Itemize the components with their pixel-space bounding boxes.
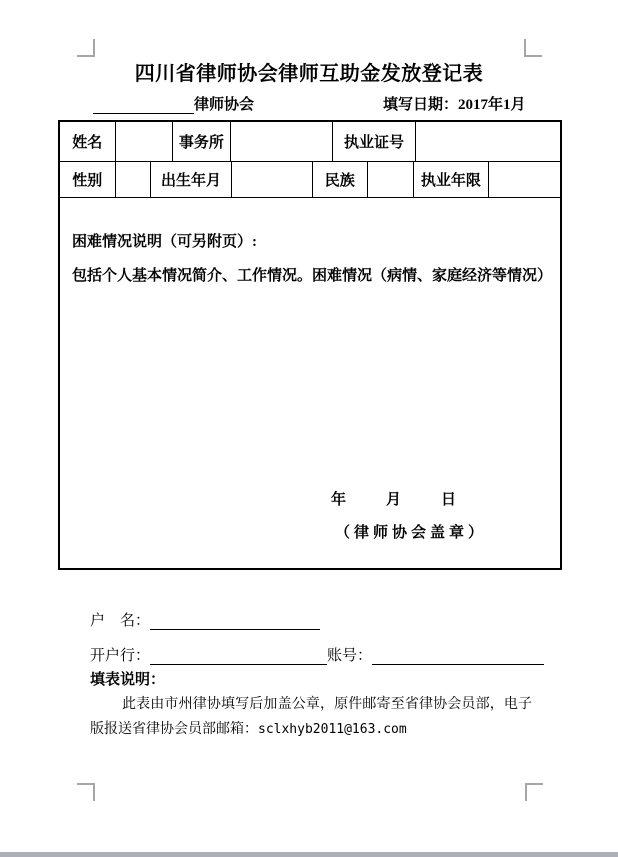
name-label: 姓名 [60,122,116,161]
license-no-label: 执业证号 [333,122,416,161]
bank-branch-line [90,644,544,665]
bank-branch-blank[interactable] [150,649,327,665]
form-title: 四川省律师协会律师互助金发放登记表 [134,63,484,85]
fill-date [383,93,526,114]
association-suffix-label: 律师协会 [194,97,255,113]
account-number-blank[interactable] [372,649,544,665]
date-month-label: 月 [386,492,402,508]
text-boundary-mark-top-right [524,39,542,57]
notes-body [90,692,532,742]
license-no-input-cell[interactable] [416,122,560,161]
birth-date-label: 出生年月 [151,162,231,197]
association-line [93,93,254,114]
text-boundary-mark-bottom-left [77,783,95,801]
gender-input-cell[interactable] [116,162,152,197]
difficulty-description-cell[interactable] [60,198,560,568]
text-boundary-mark-top-left [77,39,95,57]
name-input-cell[interactable] [116,122,174,161]
practice-years-input-cell[interactable] [489,162,560,197]
signature-date-line [331,488,456,509]
notes-heading: 填表说明： [90,672,166,688]
difficulty-heading: 困难情况说明（可另附页）: [72,234,257,250]
fill-date-label: 填写日期： [383,97,459,113]
difficulty-instructions: 包括个人基本情况简介、工作情况。困难情况（病情、家庭经济等情况） [72,268,553,284]
date-day-label: 日 [441,492,457,508]
table-row [60,122,560,162]
bank-branch-label: 开户行： [90,648,151,664]
firm-label: 事务所 [173,122,231,161]
association-name-blank[interactable] [93,98,194,114]
account-name-blank[interactable] [150,614,320,630]
account-number-label: 账号： [327,648,373,664]
account-name-line [90,609,320,630]
gender-label: 性别 [60,162,116,197]
fill-date-value: 2017年1月 [458,97,526,113]
practice-years-label: 执业年限 [414,162,488,197]
notes-text: 此表由市州律协填写后加盖公章，原件邮寄至省律协会员部，电子版报送省律协会员部邮箱： [90,697,532,737]
date-year-label: 年 [331,492,347,508]
account-name-label: 户 名： [90,613,151,629]
firm-input-cell[interactable] [231,122,333,161]
registration-table [58,120,562,570]
text-boundary-mark-bottom-right [525,783,543,801]
table-row [60,162,560,198]
page-bottom-edge [0,852,618,857]
ethnicity-label: 民族 [313,162,368,197]
association-stamp-note: （律师协会盖章） [335,525,488,541]
birth-date-input-cell[interactable] [232,162,313,197]
ethnicity-input-cell[interactable] [368,162,415,197]
contact-email: sclxhyb2011@163.com [258,722,407,737]
